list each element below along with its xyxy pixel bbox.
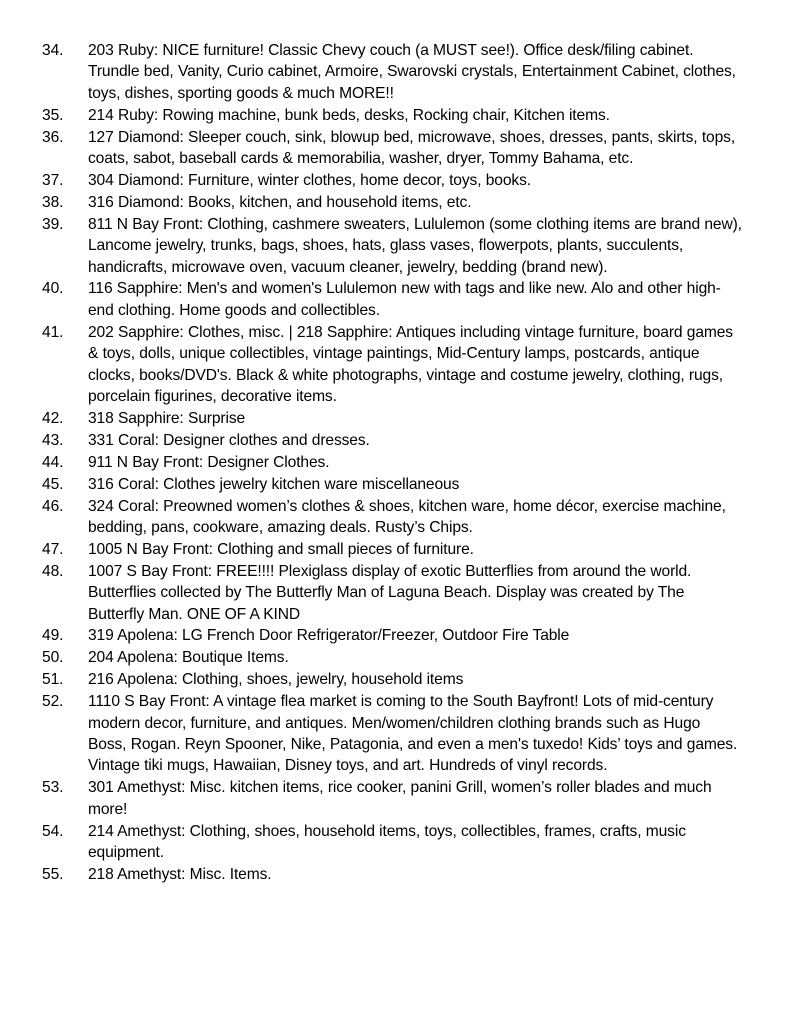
list-item-number: 49. <box>42 627 64 645</box>
list-item-number: 48. <box>42 562 64 580</box>
list-item <box>42 40 742 104</box>
list-item-text: 331 Coral: Designer clothes and dresses. <box>88 431 370 449</box>
list-item-text: 204 Apolena: Boutique Items. <box>88 649 289 667</box>
list-item-number: 43. <box>42 431 64 449</box>
list-item-number: 47. <box>42 540 64 558</box>
list-item-number: 45. <box>42 475 64 493</box>
list-item <box>42 496 742 539</box>
list-item-text: 316 Coral: Clothes jewelry kitchen ware miscellaneous <box>88 475 460 493</box>
list-item-text: 127 Diamond: Sleeper couch, sink, blowup bed, microwave, shoes, dresses, pants, skirts, tops, coats, sabot, baseball cards & memorabilia, washer, dryer, Tommy Bahama, etc. <box>88 128 736 168</box>
list-item <box>42 691 742 777</box>
list-item <box>42 408 742 429</box>
list-item-text: 1007 S Bay Front: FREE!!!! Plexiglass display of exotic Butterflies from around the world. Butterflies collected by The Butterfly Man of Laguna Beach. Display was created by The Butterfly Man. ONE OF A KIND <box>88 562 692 623</box>
list-item-number: 40. <box>42 280 64 298</box>
list-item-number: 44. <box>42 453 64 471</box>
list-item-number: 46. <box>42 497 64 515</box>
list-item <box>42 322 742 408</box>
list-item-number: 37. <box>42 171 64 189</box>
list-item-text: 214 Amethyst: Clothing, shoes, household items, toys, collectibles, frames, crafts, music equipment. <box>88 822 686 862</box>
list-item-number: 42. <box>42 409 64 427</box>
list-item-number: 52. <box>42 693 64 711</box>
list-item-text: 319 Apolena: LG French Door Refrigerator/Freezer, Outdoor Fire Table <box>88 627 570 645</box>
list-item <box>42 105 742 126</box>
list-item-text: 324 Coral: Preowned women’s clothes & shoes, kitchen ware, home décor, exercise machine, bedding, pans, cookware, amazing deals. Rusty’s Chips. <box>88 497 726 536</box>
list-item <box>42 539 742 560</box>
list-item-text: 318 Sapphire: Surprise <box>88 409 246 427</box>
list-item-text: 218 Amethyst: Misc. Items. <box>88 865 272 883</box>
list-item <box>42 777 742 820</box>
list-item-number: 39. <box>42 215 64 233</box>
list-item-text: 216 Apolena: Clothing, shoes, jewelry, household items <box>88 671 464 689</box>
list-item-number: 35. <box>42 106 64 124</box>
list-item <box>42 452 742 473</box>
list-item <box>42 278 742 321</box>
list-item <box>42 864 742 885</box>
list-item-text: 811 N Bay Front: Clothing, cashmere sweaters, Lululemon (some clothing items are brand new), Lancome jewelry, trunks, bags, shoes, hats, glass vases, flowerpots, plants, succulents, handicrafts, microwave oven, vacuum cleaner, jewelry, bedding (brand new). <box>88 215 742 276</box>
list-item-text: 202 Sapphire: Clothes, misc. | 218 Sapphire: Antiques including vintage furniture, board games & toys, dolls, unique collectibles, vintage paintings, Mid-Century lamps, postcards, antique clocks, books/DVD's. Black & white photographs, vintage and costume jewelry, clothing, rugs, porcelain figurines, decorative items. <box>88 323 733 405</box>
list-item-number: 55. <box>42 865 64 883</box>
list-item-number: 53. <box>42 779 64 797</box>
list-item-number: 54. <box>42 822 64 840</box>
list-item-number: 36. <box>42 128 64 146</box>
list-item <box>42 430 742 451</box>
list-item <box>42 669 742 690</box>
list-item <box>42 625 742 646</box>
list-item-text: 316 Diamond: Books, kitchen, and household items, etc. <box>88 193 472 211</box>
list-item <box>42 214 742 278</box>
list-item-text: 1110 S Bay Front: A vintage flea market is coming to the South Bayfront! Lots of mid-century modern decor, furniture, and antiques. Men/women/children clothing brands such as Hugo Boss, Rogan. Reyn Spooner, Nike, Patagonia, and even a men's tuxedo! Kids’ toys and games. Vintage tiki mugs, Hawaiian, Disney toys, and art. Hundreds of vinyl records. <box>88 693 738 775</box>
list-item <box>42 192 742 213</box>
list-item-number: 51. <box>42 671 64 689</box>
list-item <box>42 170 742 191</box>
list-item <box>42 647 742 668</box>
list-item <box>42 561 742 625</box>
list-item-number: 41. <box>42 323 64 341</box>
list-item <box>42 474 742 495</box>
list-item-number: 38. <box>42 193 64 211</box>
list-item-text: 301 Amethyst: Misc. kitchen items, rice cooker, panini Grill, women’s roller blades and much more! <box>88 779 712 818</box>
numbered-list <box>42 40 742 885</box>
list-item <box>42 127 742 170</box>
list-item <box>42 821 742 864</box>
list-item-text: 214 Ruby: Rowing machine, bunk beds, desks, Rocking chair, Kitchen items. <box>88 106 610 124</box>
list-item-text: 116 Sapphire: Men's and women's Lululemon new with tags and like new. Alo and other high-end clothing. Home goods and collectibles. <box>88 280 721 319</box>
list-item-number: 50. <box>42 649 64 667</box>
list-item-text: 304 Diamond: Furniture, winter clothes, home decor, toys, books. <box>88 171 531 189</box>
list-item-number: 34. <box>42 42 64 59</box>
list-item-text: 1005 N Bay Front: Clothing and small pieces of furniture. <box>88 540 474 558</box>
list-item-text: 911 N Bay Front: Designer Clothes. <box>88 453 330 471</box>
list-item-text: 203 Ruby: NICE furniture! Classic Chevy couch (a MUST see!). Office desk/filing cabinet. Trundle bed, Vanity, Curio cabinet, Armoire, Swarovski crystals, Entertainment Cabinet, clothes, toys, dishes, sporting goods & much MORE!! <box>88 42 736 102</box>
